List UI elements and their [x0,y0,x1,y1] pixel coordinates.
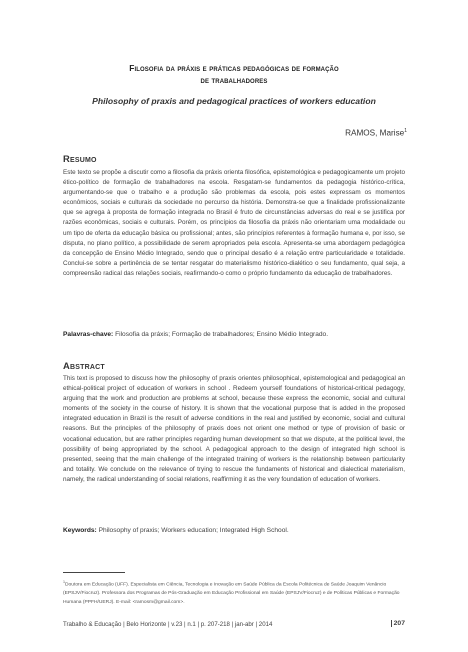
author-footnote-mark: 1 [404,128,407,134]
footnote-divider [63,572,125,573]
resumo-keywords-list: Filosofia da práxis; Formação de trabalhadores; Ensino Médio Integrado. [115,331,329,338]
author-name: RAMOS, Marise [345,128,405,138]
abstract-keywords [63,526,405,536]
abstract-heading: Abstract [63,360,105,371]
abstract-text: This text is proposed to discuss how the philosophy of praxis orientes philosophical, epistemological and pedagogical an ethical-political project of education of workers in school . Redeem yourself foundations of historical-critical pedagogy, arguing that the work and production are problems at school, because these express the economic, social and cultural moments of the society in the course of history. It is shown that the vocational purpose that is added in the proposed integrated education in Brazil is the result of adverse conditions in the real and justified by economic, social and cultural reasons. But the principles of the philosophy of praxis does not orient one method or type of provision of basic or vocational education, but are rather principles regarding human development so that we dispute, at the political level, the possibility of being appropriated by the school. A pedagogical approach to the design of integrated high school is presented, seeing that the main challenge of the integrated training of workers is the relationship between particularity and totality. We conclude on the relevance of trying to rescue the fundaments of historical and dialectical materialism, namely, the radical understanding of social relations, reaffirming it as the very foundation of education of workers. [63,375,405,483]
article-title-line-1: Filosofia da práxis e práticas pedagógicas de formação [129,63,339,73]
abstract-keywords-label: Keywords: [63,527,97,534]
page-number: 207 [391,620,405,627]
article-title-line-2: de trabalhadores [200,75,268,85]
author-byline [345,128,407,138]
resumo-text: Este texto se propõe a discutir como a filosofia da práxis orienta filosófica, epistemológica e pedagogicamente um projeto ético-político de formação de trabalhadores na escola. Resgatam-se fundamentos da pedagogia histórico-crítica, argumentando-se que o trabalho e a produção são problemas da escola, pois estes expressam os momentos econômicos, sociais e culturais da sociedade no percurso da história. Demonstra-se que a finalidade profissionalizante que se agrega à proposta de formação integrada no Brasil é fruto de circunstâncias adversas do real e se justifica por razões econômicas, sociais e culturais. Porém, os princípios da filosofia da práxis não orientariam uma modalidade ou um tipo de oferta da educação básica ou profissional; antes, são princípios referentes à formação humana e, por isso, se disputa, no plano político, a possibilidade de serem apropriados pela escola. Apresenta-se uma abordagem pedagógica da concepção de Ensino Médio Integrado, sendo que o principal desafio é a relação entre particularidade e totalidade. Conclui-se sobre a pertinência de se tentar resgatar do materialismo histórico-dialético o seu fundamento, qual seja, a compreensão radical das relações sociais, reafirmando-o como o próprio fundamento da educação de trabalhadores. [63,169,405,277]
resumo-keywords-label: Palavras-chave: [63,331,114,338]
article-title [80,62,388,86]
abstract-keywords-list: Philosophy of praxis; Workers education; Integrated High School. [98,527,289,534]
journal-citation: Trabalho & Educação | Belo Horizonte | v.23 | n.1 | p. 207-218 | jan-abr | 2014 [63,621,273,628]
resumo-keywords [63,330,405,340]
footnote-mark: 1 [63,580,65,584]
footnote-text: Doutora em Educação (UFF). Especialista em Ciência, Tecnologia e Inovação em Saúde Pública da Escola Politécnica de Saúde Joaquim Venâncio (EPSJV/Fiocruz). Professora dos Programas de Pós-Graduação em Educação Profissional em Saúde (EPSJV/Fiocruz) e de Políticas Públicas e Formação Humana (PPFH/UERJ). E-mail: <ramosm@gmail.com>. [63,582,400,605]
page-footer [63,620,405,630]
resumo-heading: Resumo [63,153,97,164]
article-english-title: Philosophy of praxis and pedagogical practices of workers education [92,96,376,106]
author-footnote [63,578,405,607]
